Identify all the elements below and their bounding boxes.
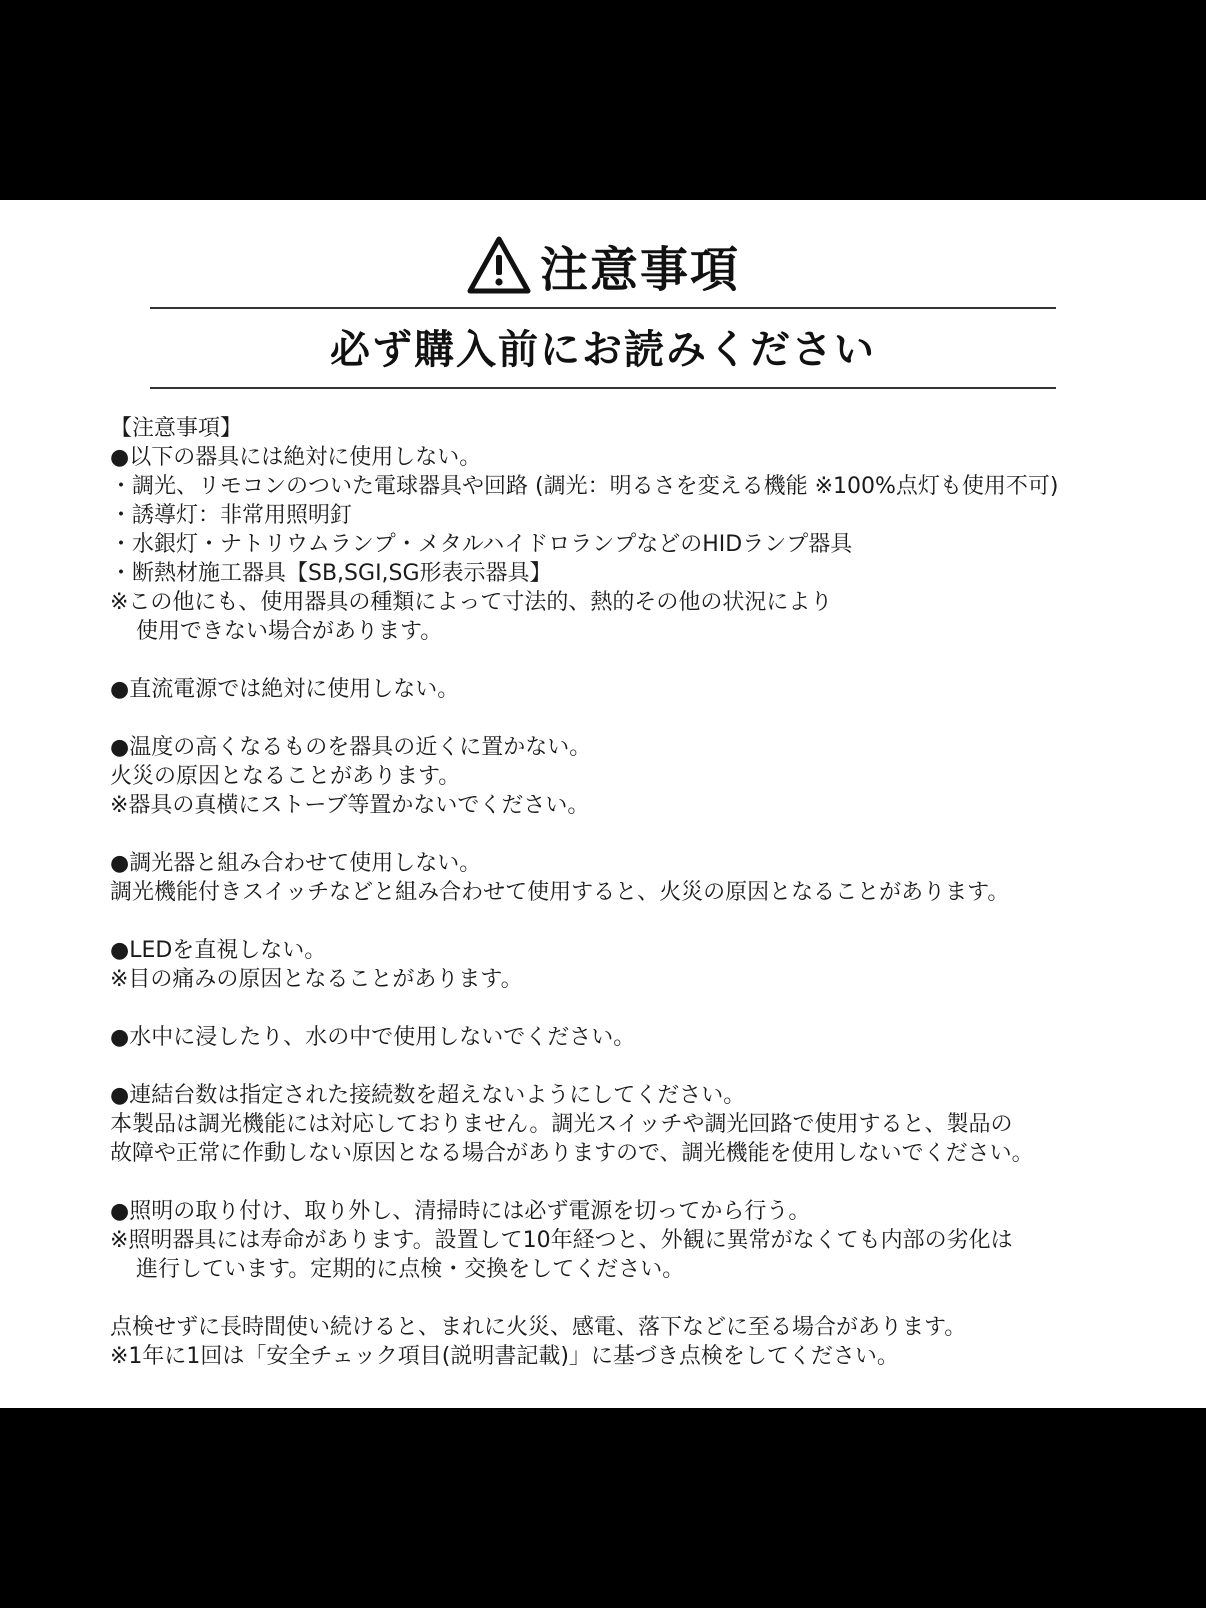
note-line: ※照明器具には寿命があります。設置して10年経つと、外観に異常がなくても内部の劣化は <box>110 1228 1013 1253</box>
divider-top <box>150 307 1056 309</box>
notice-panel <box>0 200 1206 1408</box>
page-title: 注意事項 <box>539 241 740 298</box>
note-line: 調光機能付きスイッチなどと組み合わせて使用すると、火災の原因となることがあります。 <box>110 880 1010 905</box>
section-title: ●直流電源では絶対に使用しない。 <box>110 677 460 702</box>
section-title: ●以下の器具には絶対に使用しない。 <box>110 445 482 470</box>
note-line: 故障や正常に作動しない原因となる場合がありますので、調光機能を使用しないでください。 <box>110 1141 1034 1166</box>
page-subtitle: 必ず購入前にお読みください <box>330 327 876 373</box>
note-line: 進行しています。定期的に点検・交換をしてください。 <box>136 1257 685 1282</box>
list-item: ・調光、リモコンのついた電球器具や回路 (調光：明るさを変える機能 ※100%点灯も使用不可) <box>110 474 1059 499</box>
note-line: 本製品は調光機能には対応しておりません。調光スイッチや調光回路で使用すると、製品の <box>110 1112 1013 1137</box>
list-item: ・断熱材施工器具【SB,SGI,SG形表示器具】 <box>110 561 552 586</box>
section-title: ●LEDを直視しない。 <box>110 938 327 963</box>
list-item: ・誘導灯：非常用照明釘 <box>110 503 353 528</box>
section-title: ●照明の取り付け、取り外し、清掃時には必ず電源を切ってから行う。 <box>110 1199 811 1224</box>
title-row <box>0 230 1206 300</box>
spacer <box>110 820 1160 849</box>
note-line: ※1年に1回は「安全チェック項目(説明書記載)」に基づき点検をしてください。 <box>110 1344 899 1369</box>
note-line: 火災の原因となることがあります。 <box>110 764 461 789</box>
notes-body <box>110 414 1160 1371</box>
list-item: ・水銀灯・ナトリウムランプ・メタルハイドロランプなどのHIDランプ器具 <box>110 532 853 557</box>
divider-bottom <box>150 387 1056 389</box>
spacer <box>110 704 1160 733</box>
spacer <box>110 646 1160 675</box>
section-title: ●連結台数は指定された接続数を超えないようにしてください。 <box>110 1083 746 1108</box>
spacer <box>110 1168 1160 1197</box>
warning-icon <box>466 235 532 295</box>
notes-heading: 【注意事項】 <box>110 416 243 441</box>
note-line: 点検せずに長時間使い続けると、まれに火災、感電、落下などに至る場合があります。 <box>110 1315 967 1340</box>
section-title: ●調光器と組み合わせて使用しない。 <box>110 851 482 876</box>
spacer <box>110 1284 1160 1313</box>
note-line: ※この他にも、使用器具の種類によって寸法的、熱的その他の状況により <box>110 590 833 615</box>
section-title: ●温度の高くなるものを器具の近くに置かない。 <box>110 735 592 760</box>
spacer <box>110 1052 1160 1081</box>
note-line: ※目の痛みの原因となることがあります。 <box>110 967 523 992</box>
note-line: 使用できない場合があります。 <box>136 619 443 644</box>
spacer <box>110 907 1160 936</box>
note-line: ※器具の真横にストーブ等置かないでください。 <box>110 793 590 818</box>
section-title: ●水中に浸したり、水の中で使用しないでください。 <box>110 1025 636 1050</box>
spacer <box>110 994 1160 1023</box>
